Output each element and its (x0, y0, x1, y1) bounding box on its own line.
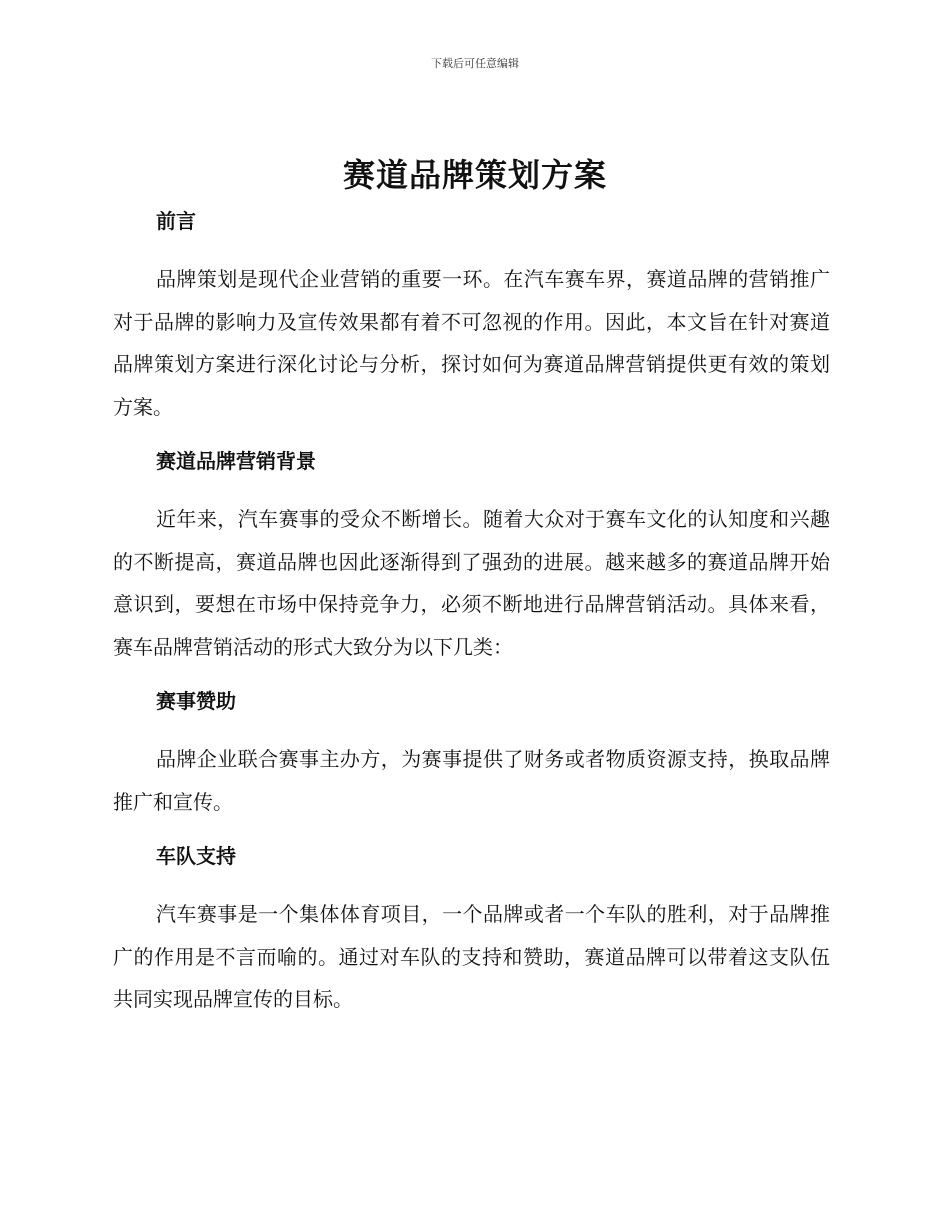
section-marketing-background (113, 446, 830, 668)
section-heading: 前言 (156, 209, 196, 233)
document-body (113, 206, 830, 1021)
section-heading: 车队支持 (156, 844, 236, 868)
section-paragraph: 近年来，汽车赛事的受众不断增长。随着大众对于赛车文化的认知度和兴趣的不断提高，赛道品牌也因此逐渐得到了强劲的进展。越来越多的赛道品牌开始意识到，要想在市场中保持竞争力，必须不断地进行品牌营销活动。具体来看，赛车品牌营销活动的形式大致分为以下几类： (113, 507, 830, 659)
section-preface (113, 206, 830, 428)
section-paragraph: 品牌策划是现代企业营销的重要一环。在汽车赛车界，赛道品牌的营销推广对于品牌的影响力及宣传效果都有着不可忽视的作用。因此，本文旨在针对赛道品牌策划方案进行深化讨论与分析，探讨如何为赛道品牌营销提供更有效的策划方案。 (113, 267, 830, 419)
section-heading: 赛事赞助 (156, 689, 236, 713)
section-heading: 赛道品牌营销背景 (156, 449, 316, 473)
section-paragraph: 汽车赛事是一个集体体育项目，一个品牌或者一个车队的胜利，对于品牌推广的作用是不言而喻的。通过对车队的支持和赞助，赛道品牌可以带着这支队伍共同实现品牌宣传的目标。 (113, 902, 830, 1011)
section-paragraph: 品牌企业联合赛事主办方，为赛事提供了财务或者物质资源支持，换取品牌推广和宣传。 (113, 747, 830, 814)
section-event-sponsorship (113, 686, 830, 823)
section-team-support (113, 841, 830, 1021)
document-title: 赛道品牌策划方案 (342, 156, 607, 194)
header-note: 下载后可任意编辑 (431, 57, 519, 70)
